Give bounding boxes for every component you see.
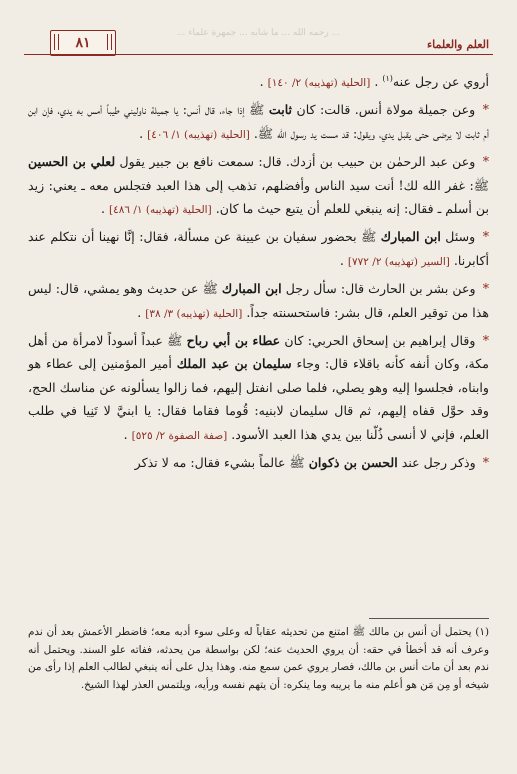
person-name: عطاء بن أبي رباح [186,333,281,349]
bleed-through-text: ... رحمه الله ... ما شابه ... جمهرة علماء ... [176,28,341,38]
text-run: وسئل [440,229,476,245]
text-run: ﷺ بحضور سفيان بن عيينة عن مسألة، فقال: إنَّا نهينا أن نتكلم عند أكابرنا. [28,229,489,268]
bullet-star-icon: * [478,333,490,349]
citation: [الحلية (تهذيبه) ١/ ٤٨٦] [109,204,212,217]
text-run: . [139,125,148,141]
text-run: وعن عبد الرحمٰن بن حبيب بن أزدك. قال: سمعت نافع بن جبير يقول [115,154,476,170]
person-name: ثابت [268,102,293,118]
footnote-marker: (١) [382,73,393,83]
running-header [24,14,493,54]
person-name: الحسن بن ذكوان [308,455,398,471]
text-run: . [370,74,383,89]
bullet-star-icon: * [478,154,489,170]
footnote-separator [369,618,489,619]
citation: [الحلية (تهذيبه) ٣/ ٣٨] [145,307,243,320]
bullet-star-icon: * [478,455,489,471]
text-run: ﷺ عن حديث وهو يمشي، قال: ليس هذا من توقير العلم، قال بشر: فاستحسنته جداً. [28,281,489,320]
text-run: . [137,304,146,320]
text-run: . [259,74,268,89]
paragraph [28,329,489,448]
text-run: ﷺ: غفر الله لك! أنت سيد الناس وأفضلهم، تذهب إلى هذا العبد فتجلس معه ـ يعني: زيد بن أسلم ـ فقال: إنه ينبغي للعلم أن يتبع حيث ما كان. [28,177,489,217]
paragraph [28,70,489,95]
text-run: . [339,252,348,268]
main-text [28,70,489,478]
bullet-star-icon: * [478,229,489,245]
citation: [الحلية (تهذيبه) ٢/ ١٤٠] [267,77,371,89]
person-name: ابن المبارك [221,281,282,297]
paragraph [28,150,489,222]
person-name: سليمان بن عبد الملك [176,356,292,372]
footnote: (١) يحتمل أن أنس بن مالك ﷺ امتنع من تحديثه عقاباً له وعلى سوء أدبه معه؛ فاضطر الأعمش بعد أن ندم وعرف أنه قد أخطأ في حقه: أن يروي الحديث عنه؛ لكن بواسطة من يحدثه، ففاته علو السند. ويحتمل أنه ندم بعد أن مات أنس بن مالك، فصار يروي عمن سمع منه. وهذا يدل على أنه ينبغي لطالب العلم إذا رأى من شيخه أو مِن مَن هو أعلم منه ما يريبه وما ينكره: أن يتهم نفسه ورأيه، ويلتمس العذر لهذا الشيخ. [28,626,489,691]
chapter-title: العلم والعلماء [426,38,489,51]
bullet-star-icon: * [478,281,490,297]
bullet-star-icon: * [478,102,489,118]
text-run: . [123,426,132,442]
paragraph [28,277,489,326]
text-run: وعن جميلة مولاة أنس. قالت: كان [292,102,476,118]
paragraph [28,225,489,274]
text-run: أمير المؤمنين إلى عطاء هو وابناه، فجلسوا إليه وهو يصلي، فلما صلى انفتل إليهم، فما زالوا يسألونه عن مناسك الحج، وقد حوَّل قفاه إليهم، ثم قال سليمان لابنيه: قُوما فقاما فقال: يا ابنيَّ لا تَنِيا في طلب العلم، فإني لا أنسى ذُلّنا بين يدي هذا العبد الأسود. [28,356,489,442]
person-name: لعلي بن الحسين [28,154,116,170]
paragraph [28,451,489,474]
paragraph [28,98,489,147]
text-run: أروي عن رجل عنه [392,74,489,89]
text-run: . [100,201,109,217]
text-run: وعن بشر بن الحارث قال: سأل رجل [281,281,476,297]
page-number: ٨١ [50,30,116,56]
text-run: وذكر رجل عند [397,455,476,471]
text-run: ﷺ إذا جاء، قال أنس: يا جميلة ناوليني طيباً أمس به يدي، فإن ابن أم ثابت لا يرضى حتى يقبل يدي، ويقول: قد مست يد رسول الله ﷺ. [28,102,489,141]
text-run: ﷺ عبداً أسوداً لامرأة من أهل مكة، وكان أنفه كأنه باقلاء قال: وجاء [28,333,489,372]
header-rule [24,54,493,55]
citation: [الحلية (تهذيبه) ١/ ٤٠٦] [147,128,250,141]
citation: [صفة الصفوة ٢/ ٥٢٥] [131,429,228,442]
text-run: وقال إبراهيم بن إسحاق الحربي: كان [280,333,476,349]
text-run: ﷺ عالماً بشيء فقال: مه لا تذكر [134,455,309,471]
citation: [السير (تهذيبه) ٢/ ٧٧٢] [347,255,450,268]
person-name: ابن المبارك [380,229,441,245]
